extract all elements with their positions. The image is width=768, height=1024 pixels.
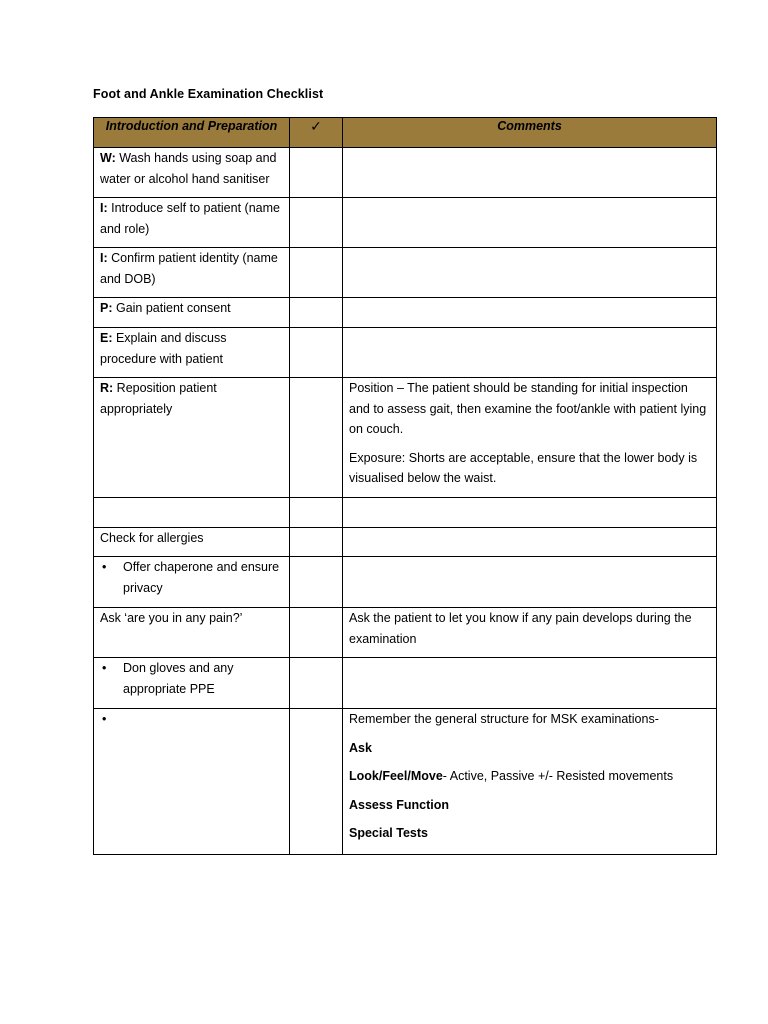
table-row — [94, 709, 717, 855]
comment-cell[interactable] — [343, 198, 717, 248]
step-cell — [94, 498, 290, 528]
check-cell[interactable] — [290, 198, 343, 248]
table-row — [94, 148, 717, 198]
step-prefix: R: — [100, 381, 114, 395]
table-row — [94, 248, 717, 298]
step-cell — [94, 248, 290, 298]
check-cell[interactable] — [290, 658, 343, 709]
header-checkmark-icon: ✓ — [290, 118, 343, 148]
step-text: Confirm patient identity (name and DOB) — [100, 251, 278, 286]
step-text: Reposition patient appropriately — [100, 381, 217, 416]
msk-look-bold: Look/Feel/Move — [349, 769, 443, 783]
check-cell[interactable] — [290, 248, 343, 298]
comment-cell[interactable] — [343, 528, 717, 557]
comment-cell[interactable] — [343, 557, 717, 608]
table-row — [94, 328, 717, 378]
step-prefix: E: — [100, 331, 113, 345]
comment-exposure: Exposure: Shorts are acceptable, ensure that the lower body is visualised below the waist. — [349, 450, 698, 485]
msk-special-tests: Special Tests — [349, 826, 428, 840]
step-text: Introduce self to patient (name and role) — [100, 201, 280, 236]
msk-ask: Ask — [349, 740, 372, 755]
check-cell[interactable] — [290, 498, 343, 528]
step-prefix: I: — [100, 251, 108, 265]
table-row — [94, 198, 717, 248]
comment-cell[interactable] — [343, 328, 717, 378]
check-cell[interactable] — [290, 528, 343, 557]
check-cell[interactable] — [290, 148, 343, 198]
step-text: Explain and discuss procedure with patient — [100, 331, 227, 366]
step-cell — [94, 198, 290, 248]
comment-cell[interactable] — [343, 709, 717, 855]
step-prefix: W: — [100, 151, 116, 165]
step-text: Gain patient consent — [112, 301, 231, 315]
comment-cell[interactable] — [343, 498, 717, 528]
step-cell: Check for allergies — [94, 528, 290, 557]
step-text: Wash hands using soap and water or alcohol hand sanitiser — [100, 151, 277, 186]
msk-look-feel-move — [349, 766, 710, 787]
header-comments: Comments — [343, 118, 717, 148]
table-row — [94, 608, 717, 658]
step-cell — [94, 658, 290, 709]
comment-cell[interactable] — [343, 148, 717, 198]
header-introduction: Introduction and Preparation — [94, 118, 290, 148]
step-cell — [94, 557, 290, 608]
table-row — [94, 528, 717, 557]
table-row — [94, 557, 717, 608]
bullet-item: • Don gloves and any appropriate PPE — [100, 658, 283, 699]
check-cell[interactable] — [290, 608, 343, 658]
table-row — [94, 298, 717, 328]
step-cell — [94, 378, 290, 498]
comment-cell[interactable] — [343, 248, 717, 298]
table-row — [94, 498, 717, 528]
step-cell — [94, 328, 290, 378]
step-cell — [94, 298, 290, 328]
document-title: Foot and Ankle Examination Checklist — [93, 87, 324, 101]
step-cell — [94, 148, 290, 198]
comment-cell[interactable] — [343, 298, 717, 328]
bullet-item: • Offer chaperone and ensure privacy — [100, 557, 283, 598]
table-row — [94, 658, 717, 709]
msk-look-rest: - Active, Passive +/- Resisted movements — [442, 769, 674, 783]
check-cell[interactable] — [290, 328, 343, 378]
examination-checklist-table — [93, 117, 717, 855]
comment-cell[interactable] — [343, 658, 717, 709]
step-prefix: I: — [100, 201, 108, 215]
check-cell[interactable] — [290, 557, 343, 608]
comment-cell[interactable] — [343, 378, 717, 498]
msk-structure-intro: Remember the general structure for MSK examinations- — [349, 712, 659, 726]
table-row — [94, 378, 717, 498]
table-header-row — [94, 118, 717, 148]
step-cell — [94, 709, 290, 855]
check-cell[interactable] — [290, 709, 343, 855]
comment-cell[interactable]: Ask the patient to let you know if any pain develops during the examination — [343, 608, 717, 658]
comment-position: Position – The patient should be standing for initial inspection and to assess gait, then examine the foot/ankle with patient lying on couch. — [349, 381, 707, 436]
msk-assess-function: Assess Function — [349, 797, 450, 812]
step-prefix: P: — [100, 301, 113, 315]
step-cell: Ask ‘are you in any pain?’ — [94, 608, 290, 658]
check-cell[interactable] — [290, 378, 343, 498]
check-cell[interactable] — [290, 298, 343, 328]
